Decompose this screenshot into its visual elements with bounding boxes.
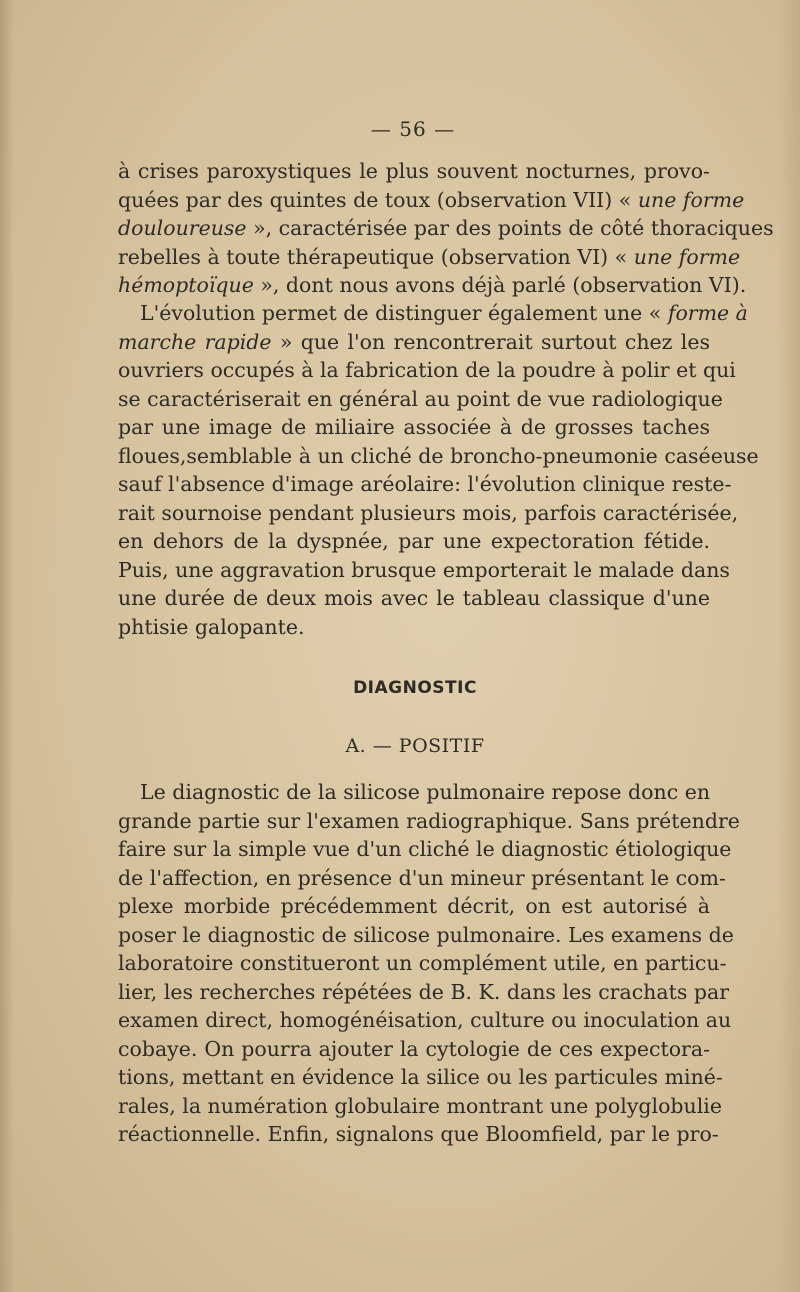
text-run: plexe morbide précédemment décrit, on est autorisé à: [118, 894, 710, 918]
text-line: [118, 1092, 722, 1121]
italic-text-run: forme à: [667, 301, 748, 325]
text-line: [118, 299, 748, 328]
page-shadow-right: [778, 0, 800, 1292]
text-line: [118, 470, 732, 499]
text-line: [118, 356, 736, 385]
text-run: floues,semblable à un cliché de broncho-pneumonie caséeuse: [118, 443, 759, 468]
text-line: [118, 864, 726, 893]
paragraph-positive-diagnosis: [118, 778, 740, 1149]
text-run: cobaye. On pourra ajouter la cytologie de ces expectora-: [118, 1036, 710, 1061]
text-run: rebelles à toute thérapeutique (observation VI) «: [118, 244, 634, 269]
text-run: à crises paroxystiques le plus souvent nocturnes, provo-: [118, 159, 710, 183]
text-line: [118, 1120, 719, 1149]
italic-text-run: douloureuse: [118, 216, 247, 240]
text-line: [118, 499, 739, 528]
italic-text-run: une forme: [637, 187, 745, 212]
text-line: [118, 949, 727, 978]
text-run: poser le diagnostic de silicose pulmonaire. Les examens de: [118, 922, 734, 947]
text-line: [118, 613, 710, 642]
text-run: » que l'on rencontrerait surtout chez les: [271, 329, 710, 354]
text-run: L'évolution permet de distinguer également une «: [140, 301, 668, 325]
section-heading-diagnostic: DIAGNOSTIC: [353, 678, 477, 698]
page-number: — 56 —: [370, 117, 456, 141]
text-run: lier, les recherches répétées de B. K. dans les crachats par: [118, 979, 730, 1004]
text-run: quées par des quintes de toux (observation VII) «: [118, 187, 638, 212]
text-line: [118, 556, 730, 585]
text-line: [118, 442, 759, 471]
text-line: [118, 778, 710, 807]
text-run: examen direct, homogénéisation, culture ou inoculation au: [118, 1008, 732, 1032]
paragraph-rapid-evolution: [118, 299, 759, 641]
text-run: Puis, une aggravation brusque emporterait le malade dans: [118, 557, 730, 582]
text-run: sauf l'absence d'image aréolaire: l'évolution clinique reste-: [118, 472, 732, 496]
text-line: [118, 385, 723, 414]
text-run: de l'affection, en présence d'un mineur présentant le com-: [118, 865, 726, 890]
text-line: [118, 807, 740, 836]
text-line: [118, 328, 710, 357]
italic-text-run: hémoptoïque: [118, 273, 254, 297]
text-run: ouvriers occupés à la fabrication de la poudre à polir et qui: [118, 358, 736, 382]
text-line: [118, 1035, 710, 1064]
text-line: [118, 243, 741, 272]
subsection-heading-positif: A. — POSITIF: [345, 735, 485, 757]
text-line: [118, 921, 734, 950]
text-line: [118, 835, 732, 864]
text-line: [118, 157, 710, 186]
text-line: [118, 1063, 723, 1092]
text-run: », caractérisée par des points de côté thoraciques: [246, 216, 774, 240]
text-run: une durée de deux mois avec le tableau classique d'une: [118, 586, 710, 610]
text-run: tions, mettant en évidence la silice ou les particules miné-: [118, 1065, 723, 1089]
text-run: laboratoire constitueront un complément utile, en particu-: [118, 951, 727, 975]
page-shadow-left: [0, 0, 14, 1292]
text-run: rales, la numération globulaire montrant une polyglobulie: [118, 1093, 722, 1118]
text-line: [118, 584, 710, 613]
text-run: réactionnelle. Enfin, signalons que Bloomfield, par le pro-: [118, 1122, 719, 1146]
text-run: rait sournoise pendant plusieurs mois, parfois caractérisée,: [118, 500, 739, 525]
text-line: [118, 527, 710, 556]
paragraph-clinical-forms: [118, 157, 774, 300]
text-line: [118, 1006, 732, 1035]
text-line: [118, 892, 710, 921]
text-run: en dehors de la dyspnée, par une expectoration fétide.: [118, 529, 710, 553]
text-line: [118, 271, 747, 300]
text-run: Le diagnostic de la silicose pulmonaire repose donc en: [140, 780, 711, 804]
text-run: grande partie sur l'examen radiographique. Sans prétendre: [118, 808, 740, 833]
italic-text-run: une forme: [633, 244, 741, 269]
text-line: [118, 186, 745, 215]
text-line: [118, 214, 774, 243]
text-line: [118, 978, 730, 1007]
text-run: par une image de miliaire associée à de grosses taches: [118, 415, 710, 439]
text-run: phtisie galopante.: [118, 614, 305, 639]
italic-text-run: marche rapide: [118, 329, 272, 354]
text-line: [118, 413, 710, 442]
text-run: se caractériserait en général au point de vue radiologique: [118, 386, 723, 411]
text-run: », dont nous avons déjà parlé (observation VI).: [253, 273, 747, 297]
text-run: faire sur la simple vue d'un cliché le diagnostic étiologique: [118, 837, 732, 861]
